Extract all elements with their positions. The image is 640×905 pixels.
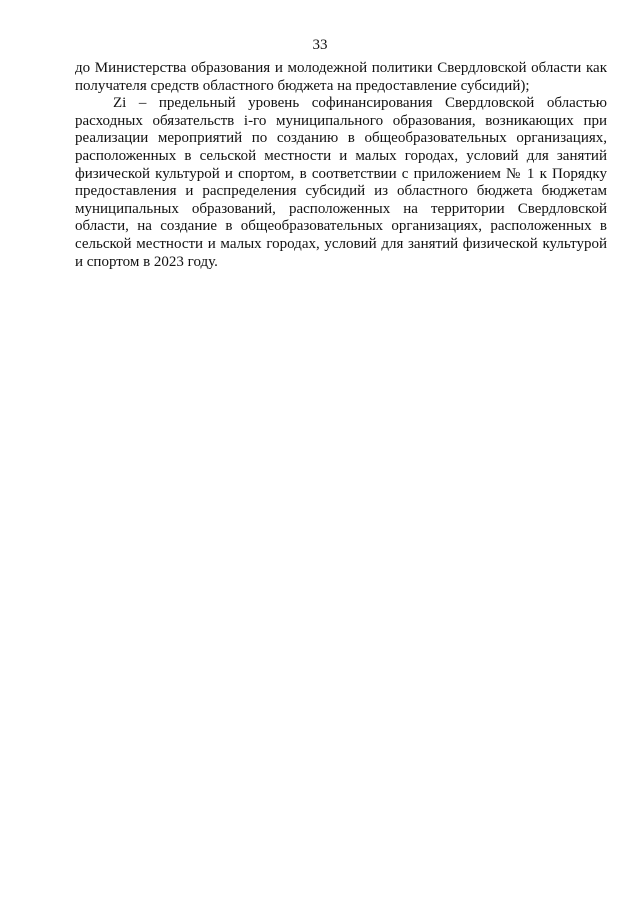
text-line: области, на создание в общеобразовательных организациях, расположенных в [75,218,607,235]
text-line: муниципальных образований, расположенных на территории Свердловской [75,200,607,217]
text-line: Zi – предельный уровень софинансирования Свердловской областью [113,95,607,112]
page-number: 33 [312,37,328,53]
text-line: сельской местности и малых городах, условий для занятий физической культурой [75,235,607,252]
text-line: до Министерства образования и молодежной политики Свердловской области как [75,60,607,76]
text-line: реализации мероприятий по созданию в общеобразовательных организациях, [75,130,607,147]
text-line: предоставления и распределения субсидий из областного бюджета бюджетам [75,183,607,200]
text-line: расходных обязательств i-го муниципального образования, возникающих при [75,112,607,129]
paragraph-2 [75,95,607,271]
paragraph-1 [75,60,607,95]
text-line: расположенных в сельской местности и малых городах, условий для занятий [75,147,607,164]
text-line: физической культурой и спортом, в соответствии с приложением № 1 к Порядку [75,165,607,182]
text-line: получателя средств областного бюджета на предоставление субсидий); [75,77,530,94]
text-line: и спортом в 2023 году. [75,253,218,270]
document-body [75,60,607,271]
